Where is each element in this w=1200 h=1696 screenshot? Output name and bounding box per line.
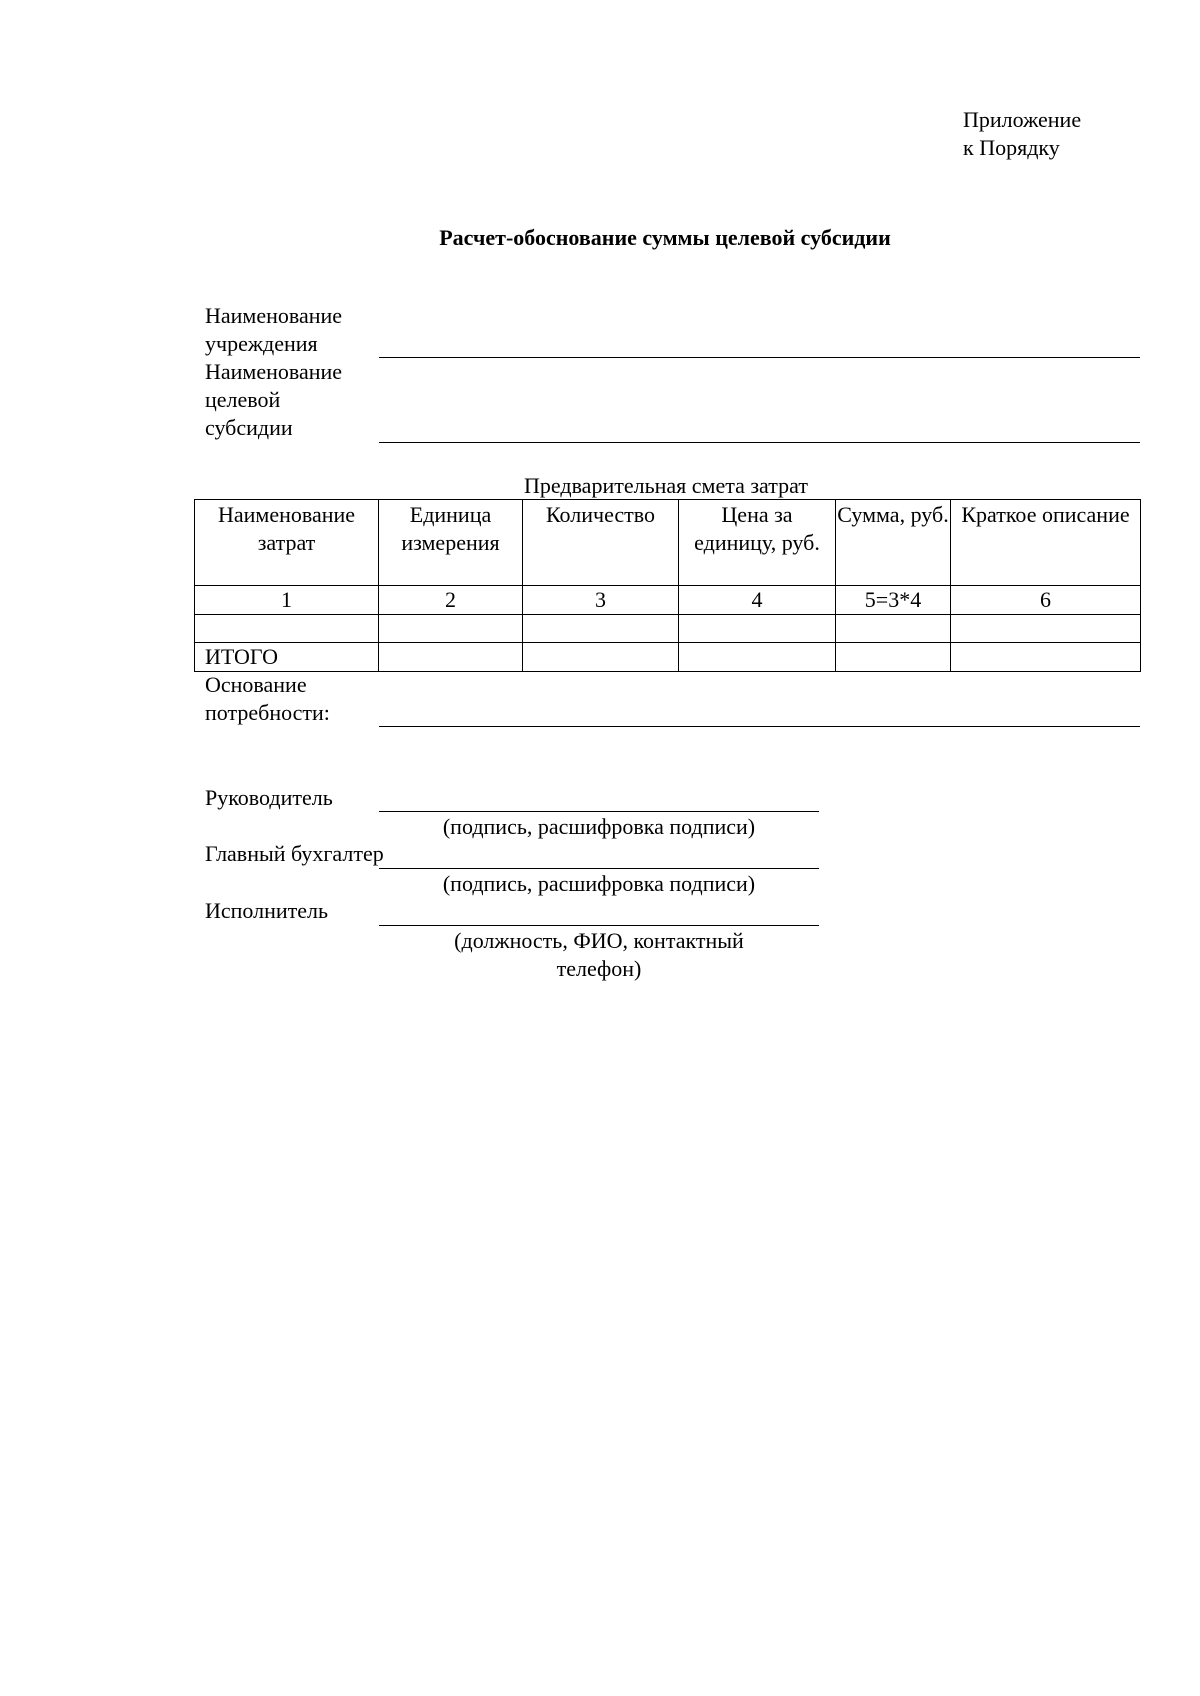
column-number: 5=3*4 xyxy=(836,586,951,615)
subsidy-fill-line[interactable] xyxy=(379,442,1140,443)
estimate-caption: Предварительная смета затрат xyxy=(524,473,808,498)
column-header: Количество xyxy=(523,500,679,586)
column-number: 1 xyxy=(195,586,379,615)
signature-caption-accountant: (подпись, расшифровка подписи) xyxy=(442,871,756,896)
document-title: Расчет-обоснование суммы целевой субсидии xyxy=(439,225,891,250)
table-cell[interactable] xyxy=(951,643,1141,672)
signature-caption-executor: (должность, ФИО, контактный телефон) xyxy=(454,928,744,981)
column-header: Единица измерения xyxy=(379,500,523,586)
table-cell[interactable] xyxy=(679,615,836,643)
signature-line-accountant[interactable] xyxy=(379,868,819,869)
total-label: ИТОГО xyxy=(195,643,379,672)
appendix-line-1: Приложение xyxy=(963,107,1082,132)
column-number: 4 xyxy=(679,586,836,615)
table-cell[interactable] xyxy=(379,643,523,672)
subsidy-label: Наименование целевой субсидии xyxy=(205,359,343,440)
basis-fill-line[interactable] xyxy=(379,726,1140,727)
estimate-table xyxy=(194,499,1141,672)
signature-line-head[interactable] xyxy=(379,811,819,812)
column-header: Цена за единицу, руб. xyxy=(679,500,836,586)
table-cell[interactable] xyxy=(836,615,951,643)
signature-role-executor: Исполнитель xyxy=(205,898,329,923)
column-number: 3 xyxy=(523,586,679,615)
table-row xyxy=(195,615,1141,643)
institution-fill-line[interactable] xyxy=(379,357,1140,358)
column-number-row xyxy=(195,586,1141,615)
basis-label: Основание потребности: xyxy=(205,672,330,725)
table-cell[interactable] xyxy=(379,615,523,643)
table-cell[interactable] xyxy=(836,643,951,672)
institution-label: Наименование учреждения xyxy=(205,303,343,356)
appendix-note xyxy=(963,106,1081,162)
column-number: 6 xyxy=(951,586,1141,615)
column-number: 2 xyxy=(379,586,523,615)
appendix-line-2: к Порядку xyxy=(963,135,1060,160)
table-header-row xyxy=(195,500,1141,586)
table-cell[interactable] xyxy=(679,643,836,672)
table-cell[interactable] xyxy=(523,615,679,643)
signature-line-executor[interactable] xyxy=(379,925,819,926)
signature-caption-head: (подпись, расшифровка подписи) xyxy=(442,814,756,839)
column-header: Сумма, руб. xyxy=(836,500,951,586)
table-cell[interactable] xyxy=(951,615,1141,643)
column-header: Наименование затрат xyxy=(195,500,379,586)
signature-role-head: Руководитель xyxy=(205,785,333,810)
total-row xyxy=(195,643,1141,672)
column-header: Краткое описание xyxy=(951,500,1141,586)
table-cell[interactable] xyxy=(523,643,679,672)
table-cell[interactable] xyxy=(195,615,379,643)
signature-role-accountant: Главный бухгалтер xyxy=(205,841,384,866)
